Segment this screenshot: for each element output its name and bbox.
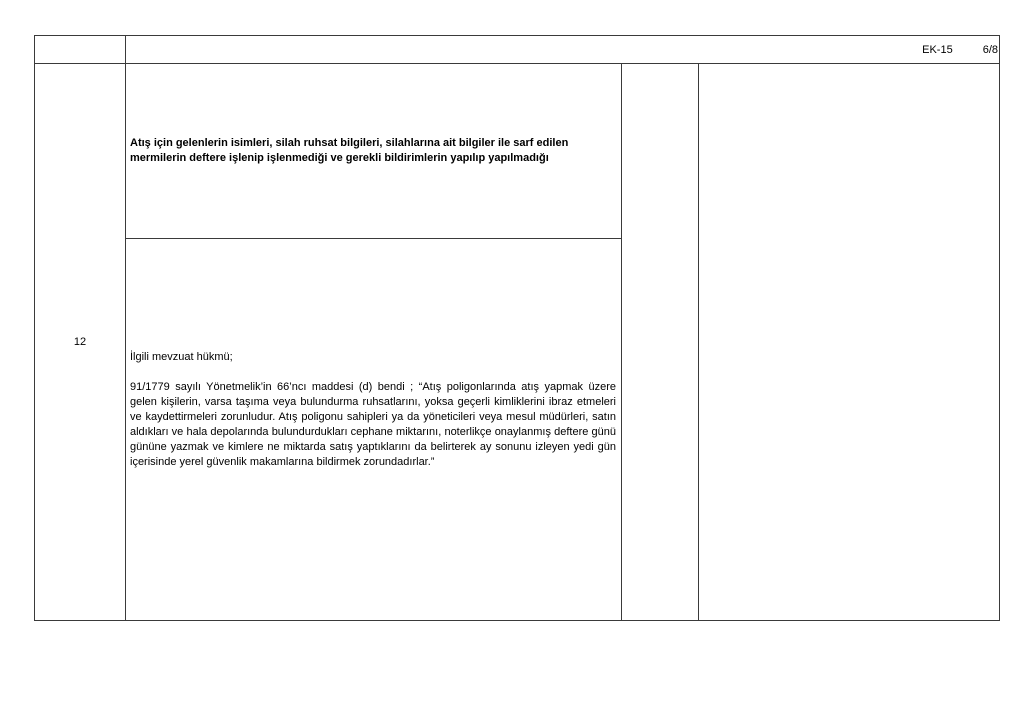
header-row-bottom-border [34, 63, 1000, 64]
table-top-border [34, 35, 1000, 36]
table-right-border [999, 35, 1000, 621]
table-bottom-border [34, 620, 1000, 621]
legal-text: 91/1779 sayılı Yönetmelik’in 66’ncı maddesi (d) bendi ; “Atış poligonlarında atış yapmak üzere gelen kişilerin, varsa taşıma veya bulundurma ruhsatlarını, yoksa geçerli kimliklerini ibraz etmeleri ve kaydettirmeleri zorunludur. Atış poligonu sahipleri ya da yöneticileri veya mesul müdürleri, satın aldıkları ve hala depolarında bulundurdukları cephane miktarını, noterlikçe onaylanmış deftere günü gününe yazmak ve kimlere ne miktarda satış yaptıklarını da belirterek ay sonunu izleyen yedi gün içerisinde yerel güvenlik makamlarına bildirmek zorundadırlar.” [130, 381, 616, 468]
table-left-border [34, 35, 35, 621]
document-reference [880, 44, 998, 56]
criterion-divider [125, 238, 621, 239]
number-column-divider [125, 35, 126, 621]
legal-provision [130, 350, 616, 470]
content-column-divider [621, 63, 622, 621]
status-column-divider [698, 63, 699, 621]
annex-label: EK-15 [922, 44, 953, 56]
legal-heading: İlgili mevzuat hükmü; [130, 351, 233, 363]
row-number: 12 [73, 336, 87, 348]
page-number: 6/8 [982, 44, 998, 56]
inspection-criterion: Atış için gelenlerin isimleri, silah ruhsat bilgileri, silahlarına ait bilgiler ile sarf edilen mermilerin deftere işlenip işlenmediği ve gerekli bildirimlerin yapılıp yapılmadığı [130, 137, 569, 164]
